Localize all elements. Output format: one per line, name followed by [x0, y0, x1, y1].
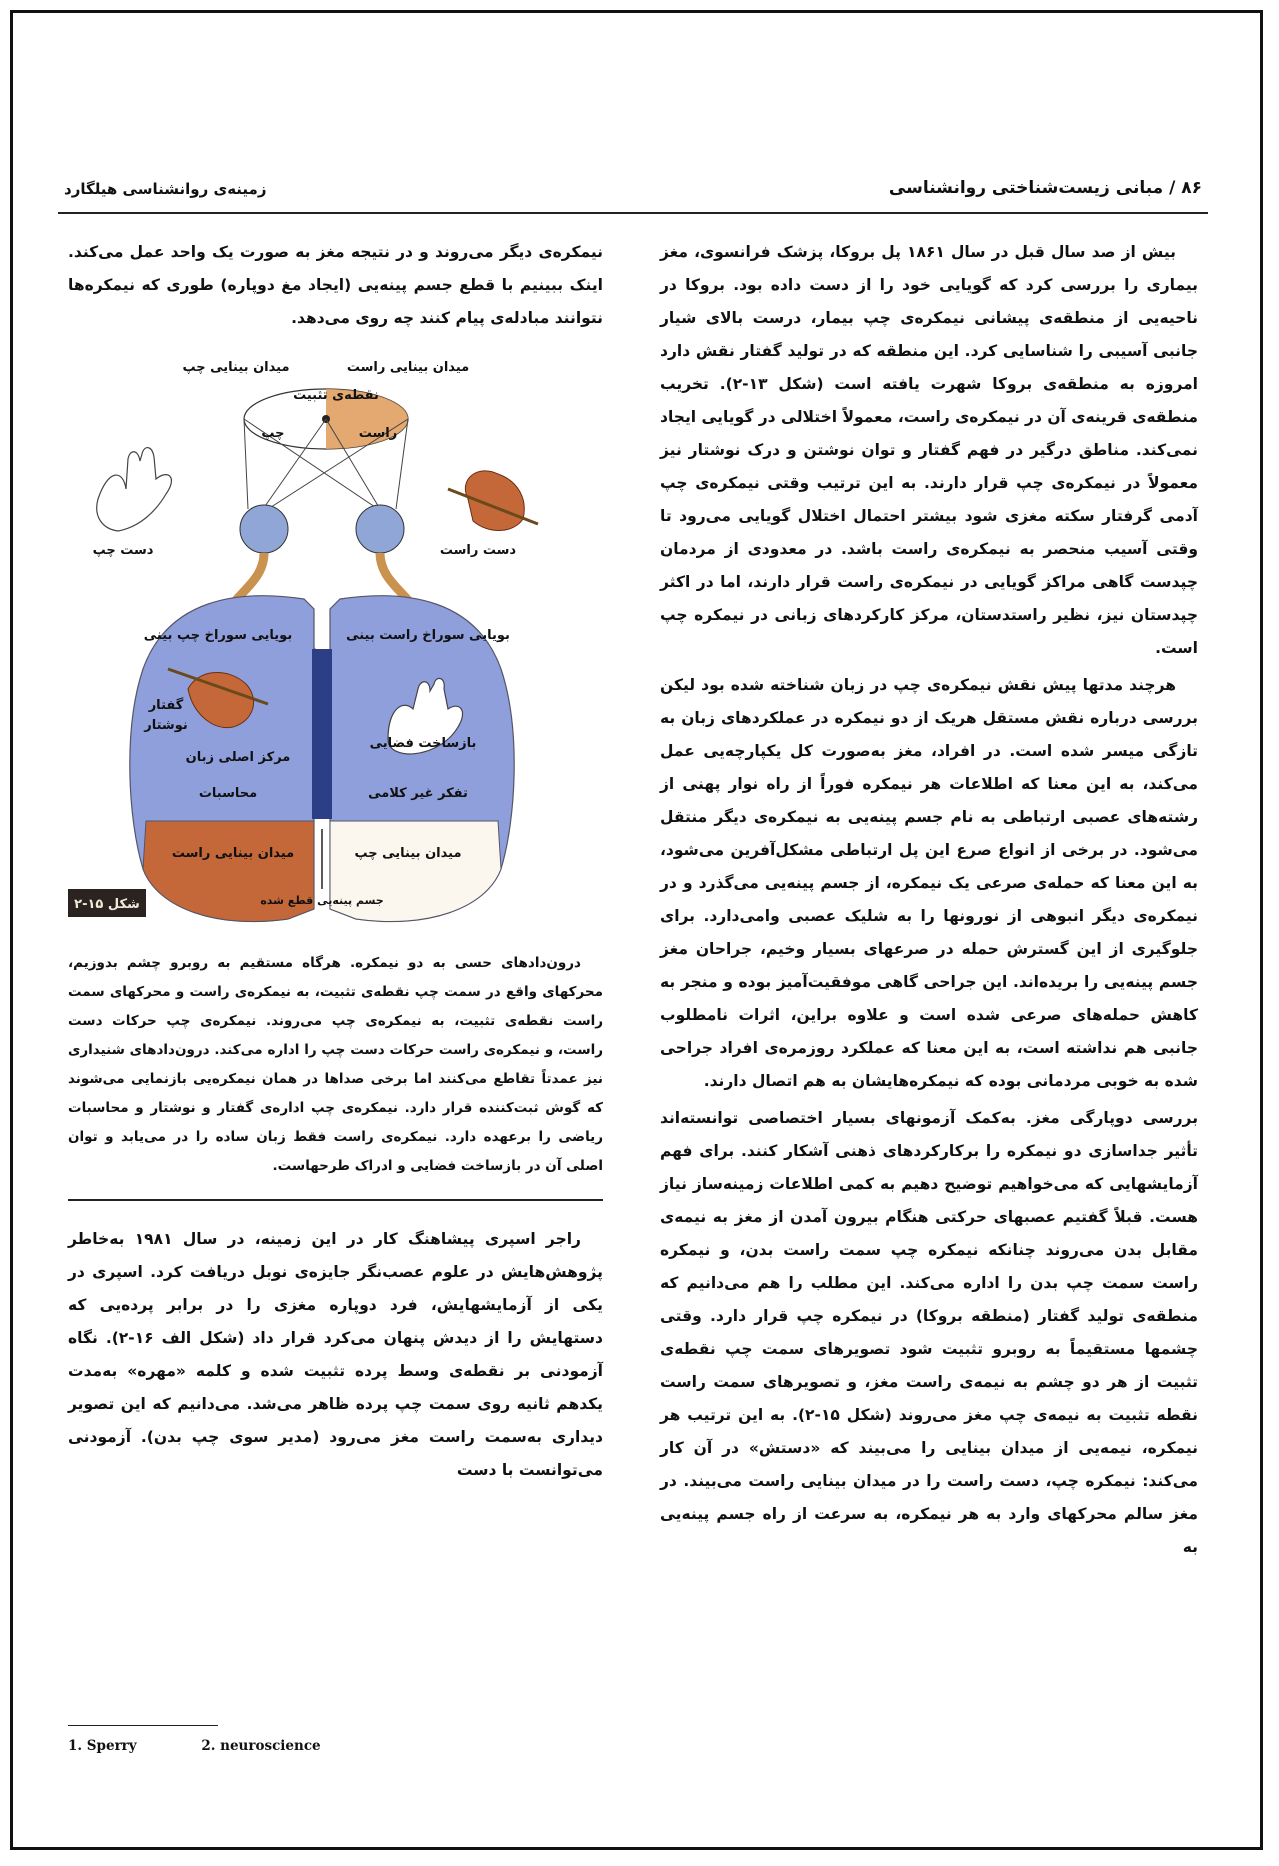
label-nonverbal: تفکر غیر کلامی [368, 786, 468, 801]
paragraph: نیمکره‌ی دیگر می‌روند و در نتیجه مغز به صورت یک واحد عمل می‌کند. اینک ببینیم با قطع جسم پینه‌یی (ایجاد مغ دوپاره) طوری که نیمکره‌ها نتوانند مبادله‌ی پیام کنند چه روی می‌دهد. [68, 243, 603, 327]
caption-heading: درون‌دادهای حسی به دو نیمکره. [349, 955, 581, 971]
figure-caption [68, 949, 603, 1181]
label-math: محاسبات [198, 786, 258, 801]
corpus-callosum [312, 649, 332, 819]
footnote-rule [68, 1725, 218, 1726]
label-smell-left: بویایی سوراخ چپ بینی [143, 628, 293, 643]
label-left-hand: دست چپ [92, 543, 154, 558]
left-hand-sketch [97, 448, 172, 531]
label-smell-right: بویایی سوراخ راست بینی [346, 628, 510, 643]
label-right-field: میدان بینایی راست [346, 360, 470, 375]
label-callosum: جسم پینه‌یی قطع شده [260, 894, 384, 907]
label-right: راست [358, 426, 398, 441]
label-fixation: نقطه‌ی تثبیت [293, 388, 379, 403]
right-eye [356, 505, 404, 553]
right-hand-sketch [448, 471, 538, 531]
page-number: ۸۶ [1181, 178, 1202, 198]
label-writing: نوشتار [144, 718, 188, 733]
running-title: زمینه‌ی روانشناسی هیلگارد [64, 180, 267, 198]
footnotes [68, 1738, 381, 1754]
left-eye [240, 505, 288, 553]
paragraph [660, 1102, 1198, 1564]
label-visual-left: میدان بینایی چپ [354, 846, 462, 861]
section-heading: بررسی دوپارگی مغز. [1025, 1109, 1199, 1127]
left-column [68, 236, 603, 1491]
running-header [58, 170, 1208, 214]
paragraph: راجر اسپری پیشاهنگ کار در این زمینه، در سال ۱۹۸۱ به‌خاطر پژوهش‌هایش در علوم عصب‌نگر جایزه‌ی نوبل دریافت کرد. اسپری در یکی از آزمایشهایش، فرد دوپاره مغزی را در برابر پرده‌یی که دستهایش را از دیدش پنهان می‌کرد قرار داد (شکل الف ۱۶-۲). نگاه آزمودنی بر نقطه‌ی وسط پرده تثبیت شده و کلمه «مهره» به‌مدت یکدهم ثانیه روی سمت چپ پرده ظاهر می‌شد. می‌دانیم که این تصویر دیداری به‌سمت راست مغز می‌رود (مدیر سوی چپ بدن). آزمودنی می‌توانست با دست [68, 1230, 603, 1479]
label-left: چپ [261, 426, 285, 441]
header-right [889, 178, 1202, 198]
label-speech: گفتار [148, 698, 184, 713]
footnote-1: 1. Sperry [68, 1738, 137, 1754]
label-language: مرکز اصلی زبان [185, 750, 291, 765]
label-left-field: میدان بینایی چپ [182, 360, 290, 375]
column-divider [68, 1199, 603, 1201]
paragraph: هرچند مدتها پیش نقش نیمکره‌ی چپ در زبان شناخته شده بود لیکن بررسی درباره نقش مستقل هریک از دو نیمکره در عملکردهای زبان به تازگی میسر شده است. در افراد، مغز به‌صورت کل یکپارچه‌یی عمل می‌کند، به این معنا که اطلاعات هر نیمکره فوراً از راه نوار پهنی از رشته‌های عصبی ارتباطی به نام جسم پینه‌یی به نیمکره‌ی دیگر منتقل می‌شود. در برخی از انواع صرع این پل ارتباطی مشکل‌آفرین می‌شود، به این معنا که حمله‌ی صرعی یک نیمکره، از جسم پینه‌یی می‌گذرد و در نیمکره‌ی دیگر انبوهی از نورونها را به شلیک عصبی وامی‌دارد. برای جلوگیری از این گسترش حمله در صرعهای بسیار وخیم، جراحان مغز جسم پینه‌یی را بریده‌اند. این جراحی گاهی موفقیت‌آمیز بوده و منجر به کاهش حمله‌های صرعی شده است و علاوه براین، اثرات نامطلوب جانبی هم نداشته است، به این معنا که عملکرد روزمره‌ی افراد جراحی شده به خوبی مردمانی بوده که نیمکره‌هایشان به هم اتصال دارند. [660, 676, 1198, 1090]
brain-figure [68, 349, 603, 949]
caption-body: هرگاه مستقیم به روبرو چشم بدوزیم، محرکهای واقع در سمت چپ نقطه‌ی تثبیت، به نیمکره‌ی راست و محرکهای سمت راست نقطه‌ی تثبیت، به نیمکره‌ی چپ می‌روند. نیمکره‌ی چپ حرکات دست راست، و نیمکره‌ی راست حرکات دست چپ را اداره می‌کند. درون‌دادهای شنیداری نیز عمدتاً تقاطع می‌کنند اما برخی صداها در همان نیمکره‌یی بازنمایی می‌شوند که گوش ثبت‌کننده قرار دارد. نیمکره‌ی چپ اداره‌ی گفتار و نوشتار و محاسبات ریاضی را برعهده دارد. نیمکره‌ی راست فقط زبان ساده را در می‌یابد و توان اصلی آن در بازساخت فضایی و ادراک طرحهاست. [68, 955, 603, 1174]
label-right-hand: دست راست [439, 543, 517, 558]
label-spatial: بازساخت فضایی [369, 736, 477, 751]
label-visual-right: میدان بینایی راست [171, 846, 295, 861]
paragraph: بیش از صد سال قبل در سال ۱۸۶۱ پل بروکا، پزشک فرانسوی، مغز بیماری را بررسی کرد که گویایی خود را از دست داده بود. بروکا در ناحیه‌یی از منطقه‌ی پیشانی نیمکره‌ی چپ بیمار، درست بالای شیار جانبی آسیبی را شناسایی کرد. این منطقه که در تولید گفتار نقش دارد امروزه به منطقه‌ی بروکا شهرت یافته است (شکل ۱۳-۲). تخریب منطقه‌ی قرینه‌ی آن در نیمکره‌ی راست، معمولاً اختلالی در گویایی ایجاد نمی‌کند. مناطق درگیر در فهم گفتار و توان نوشتن و درک نوشتار نیز معمولاً در نیمکره‌ی چپ قرار دارند. به این ترتیب وقتی نیمکره‌ی چپ آدمی گرفتار سکته مغزی شود بیشتر احتمال اختلال گویایی می‌رود تا وقتی آسیب منحصر به نیمکره‌ی راست باشد. در معدودی از مردمان چپدست گاهی مراکز گویایی در نیمکره‌ی راست قرار دارند، اما در اکثر چپدستان نیز، نظیر راستدستان، مرکز کارکردهای زبانی در نیمکره چپ است. [660, 243, 1198, 657]
footnote-2: 2. neuroscience [201, 1738, 321, 1754]
book-page [58, 170, 1208, 1800]
brain-diagram [68, 349, 603, 949]
paragraph-text: به‌کمک آزمونهای بسیار اختصاصی توانسته‌اند تأثیر جداسازی دو نیمکره را برکارکردهای ذهنی آشکار کنند. برای فهم آزمایشهایی که می‌خواهیم توضیح دهیم به کمی اطلاعات زمینه‌ساز نیاز هست. قبلاً گفتیم عصبهای حرکتی هنگام بیرون آمدن از مغز به نیمه‌ی مقابل بدن می‌روند چنانکه نیمکره چپ سمت راست بدن، و نیمکره راست سمت چپ بدن را اداره می‌کند. این مطلب را هم می‌دانیم که منطقه‌ی تولید گفتار (منطقه بروکا) در نیمکره چپ قرار دارد. وقتی چشمها مستقیماً به روبرو تثبیت شود تصویرهای سمت چپ نقطه‌ی تثبیت از هر دو چشم به نیمه‌ی راست مغز، و تصویرهای سمت راست نقطه تثبیت به نیمه‌ی چپ مغز می‌روند (شکل ۱۵-۲). به این ترتیب هر نیمکره، نیمه‌یی از میدان بینایی را می‌بیند که «دستش» در آن کار می‌کند: نیمکره چپ، دست راست را در میدان بینایی راست می‌بیند. در مغز سالم محرکهای وارد به هر نیمکره، به سرعت از راه جسم پینه‌یی به [660, 1109, 1198, 1556]
figure-label: شکل ۱۵-۲ [74, 897, 140, 912]
book-title: / مبانی زیست‌شناختی روانشناسی [888, 178, 1176, 198]
right-column [660, 236, 1198, 1568]
